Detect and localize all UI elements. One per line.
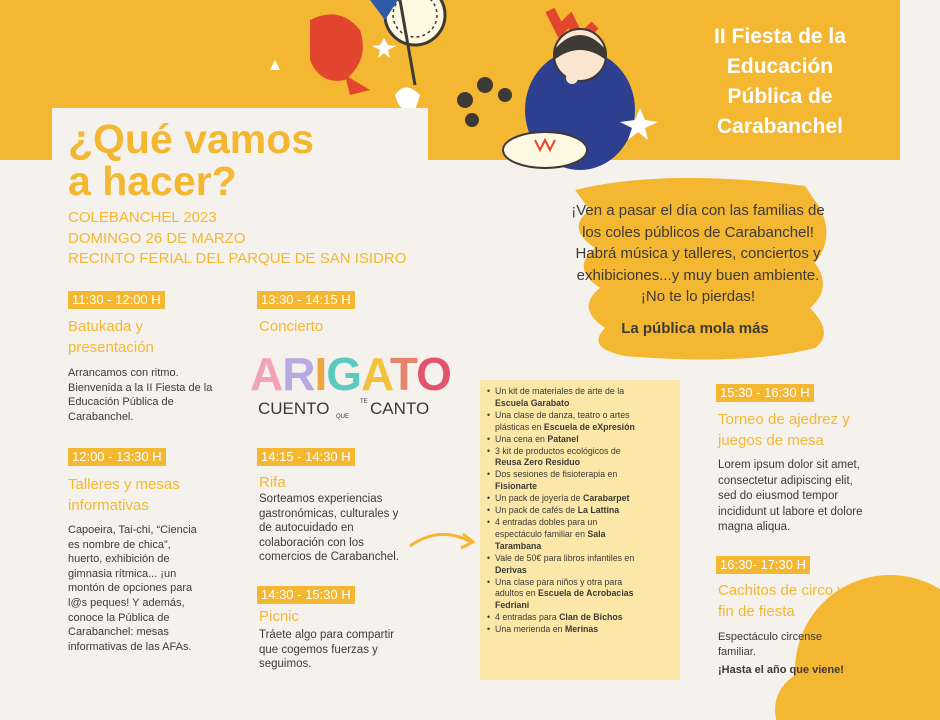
prize-text: 4 entradas para bbox=[495, 612, 560, 623]
time-badge: 14:15 - 14:30 H bbox=[257, 448, 355, 466]
activity-description: Arrancamos con ritmo. Bienvenida a la II Fiesta de la Educación Pública de Carabanchel. bbox=[68, 367, 213, 423]
prize-item bbox=[485, 505, 680, 517]
svg-text:QUE: QUE bbox=[336, 414, 350, 420]
prize-text: Una clase para niños y otra para bbox=[495, 576, 623, 587]
prize-item bbox=[485, 446, 680, 458]
invitation-text: ¡Ven a pasar el día con las familias de los coles públicos de Carabanchel! Habrá música y talleres, conciertos y exhibiciones...y muy buen ambiente. ¡No te lo pierdas! bbox=[571, 202, 825, 305]
activity-description: Tráete algo para compartir que cogemos fuerzas y seguimos. bbox=[259, 629, 395, 671]
activity-description: Capoeira, Tai-chi, “Ciencia es nombre de chica”, huerto, exhibición de gimnasia rítmica... ¡un montón de opciones para l@s peques! Y además, conoce la Pública de Carabanchel: mesas informativas de las AFAs. bbox=[68, 524, 197, 653]
activity-title: Talleres y mesas informativas bbox=[68, 476, 180, 514]
activity-title: Torneo de ajedrez y juegos de mesa bbox=[718, 411, 850, 449]
event-venue: RECINTO FERIAL DEL PARQUE DE SAN ISIDRO bbox=[68, 250, 407, 267]
logo-letter: R bbox=[282, 348, 315, 400]
prize-sponsor: Escuela de eXpresión bbox=[543, 421, 635, 432]
prize-item bbox=[485, 612, 680, 624]
prize-item bbox=[485, 434, 680, 446]
prize-text: Un kit de materiales de arte de la bbox=[495, 386, 625, 396]
prize-text: plásticas en bbox=[495, 421, 544, 432]
activity-description: Sorteamos experiencias gastronómicas, culturales y de autocuidado en colaboración con los comercios de Carabanchel. bbox=[259, 493, 399, 564]
time-badge: 11:30 - 12:00 H bbox=[68, 291, 165, 309]
prize-item bbox=[485, 398, 680, 410]
prize-item bbox=[485, 386, 680, 398]
prize-text: Una clase de danza, teatro o artes bbox=[495, 409, 630, 420]
prize-text: Una merienda en bbox=[495, 624, 565, 635]
activity-description: Espectáculo circense familiar. ¡Hasta el año que viene! bbox=[718, 631, 844, 677]
prize-item bbox=[485, 624, 680, 636]
prize-text: Un pack de joyería de bbox=[495, 493, 584, 504]
logo-letter: A bbox=[250, 348, 283, 400]
logo-letter: G bbox=[326, 348, 362, 400]
prize-text: Una cena en bbox=[495, 433, 548, 444]
logo-letter: I bbox=[314, 348, 327, 400]
prize-item bbox=[485, 410, 680, 422]
time-badge: 14:30 - 15:30 H bbox=[257, 586, 355, 604]
prize-text: adultos en bbox=[495, 588, 539, 599]
prize-sponsor: Fedriani bbox=[495, 600, 530, 611]
logo-letter: T bbox=[389, 348, 417, 400]
prize-item bbox=[485, 553, 680, 565]
event-name: COLEBANCHEL 2023 bbox=[68, 209, 217, 226]
activity-title: Rifa bbox=[259, 474, 286, 491]
prize-text: 3 kit de productos ecológicos de bbox=[495, 445, 621, 456]
prize-item bbox=[485, 422, 680, 434]
prize-item bbox=[485, 481, 680, 493]
prize-sponsor: Escuela Garabato bbox=[495, 397, 570, 408]
prize-item bbox=[485, 600, 680, 612]
logo-letter: A bbox=[361, 348, 390, 400]
activity-title: Batukada y presentación bbox=[68, 318, 154, 356]
svg-text:TE: TE bbox=[360, 399, 368, 405]
activity-title: Cachitos de circo y fin de fiesta bbox=[718, 582, 845, 620]
prize-sponsor: Fisionarte bbox=[495, 481, 538, 492]
prize-text: Dos sesiones de fisioterapia en bbox=[495, 469, 618, 480]
prize-sponsor: Clan de Bichos bbox=[559, 612, 623, 623]
event-title: II Fiesta de la Educación Pública de Carabanchel bbox=[714, 25, 846, 138]
event-info bbox=[68, 208, 406, 270]
closing-message: ¡Hasta el año que viene! bbox=[718, 664, 844, 677]
prize-item bbox=[485, 577, 680, 589]
arigato-logo bbox=[248, 338, 451, 423]
activity-title: Picnic bbox=[259, 608, 300, 625]
raffle-prizes-list bbox=[485, 386, 680, 636]
prize-text: Un pack de cafés de bbox=[495, 505, 578, 516]
time-badge: 13:30 - 14:15 H bbox=[257, 291, 355, 309]
time-badge: 12:00 - 13:30 H bbox=[68, 448, 166, 466]
tagline: La pública mola más bbox=[621, 320, 769, 337]
time-badge: 15:30 - 16:30 H bbox=[716, 384, 814, 402]
svg-text:CUENTO: CUENTO bbox=[258, 399, 330, 418]
prize-item bbox=[485, 541, 680, 553]
prize-item bbox=[485, 588, 680, 600]
prize-item bbox=[485, 517, 680, 529]
prize-item bbox=[485, 493, 680, 505]
prize-text: espectáculo familiar en bbox=[495, 528, 588, 539]
prize-sponsor: Tarambana bbox=[495, 540, 542, 551]
activity-description: Lorem ipsum dolor sit amet, consectetur adipiscing elit, sed do eiusmod tempor incididunt ut labore et dolore magna aliqua. bbox=[718, 459, 863, 533]
prize-sponsor: Carabarpet bbox=[583, 493, 630, 504]
prize-sponsor: Derivas bbox=[495, 564, 527, 575]
svg-text:ARIGATO bbox=[250, 348, 451, 400]
prize-item bbox=[485, 457, 680, 469]
activity-title: Concierto bbox=[259, 318, 324, 335]
prize-sponsor: Merinas bbox=[564, 624, 599, 635]
prize-sponsor: Escuela de Acrobacias bbox=[538, 588, 634, 599]
arrow-right-icon bbox=[405, 520, 485, 560]
prize-item bbox=[485, 469, 680, 481]
prize-sponsor: Patanel bbox=[547, 433, 579, 444]
prize-sponsor: La Lattina bbox=[577, 505, 620, 516]
prize-item bbox=[485, 529, 680, 541]
time-badge: 16:30- 17:30 H bbox=[716, 556, 810, 574]
prize-text: 4 entradas dobles para un bbox=[495, 516, 598, 527]
logo-letter: O bbox=[416, 348, 451, 400]
svg-text:CANTO: CANTO bbox=[370, 399, 430, 418]
prize-sponsor: Sala bbox=[587, 528, 606, 539]
prize-text: Vale de 50€ para libros infantiles en bbox=[495, 552, 635, 563]
event-date: DOMINGO 26 DE MARZO bbox=[68, 229, 246, 247]
main-title: ¿Qué vamos a hacer? bbox=[68, 116, 315, 204]
prize-sponsor: Reusa Zero Residuo bbox=[495, 457, 581, 468]
prize-item bbox=[485, 565, 680, 577]
